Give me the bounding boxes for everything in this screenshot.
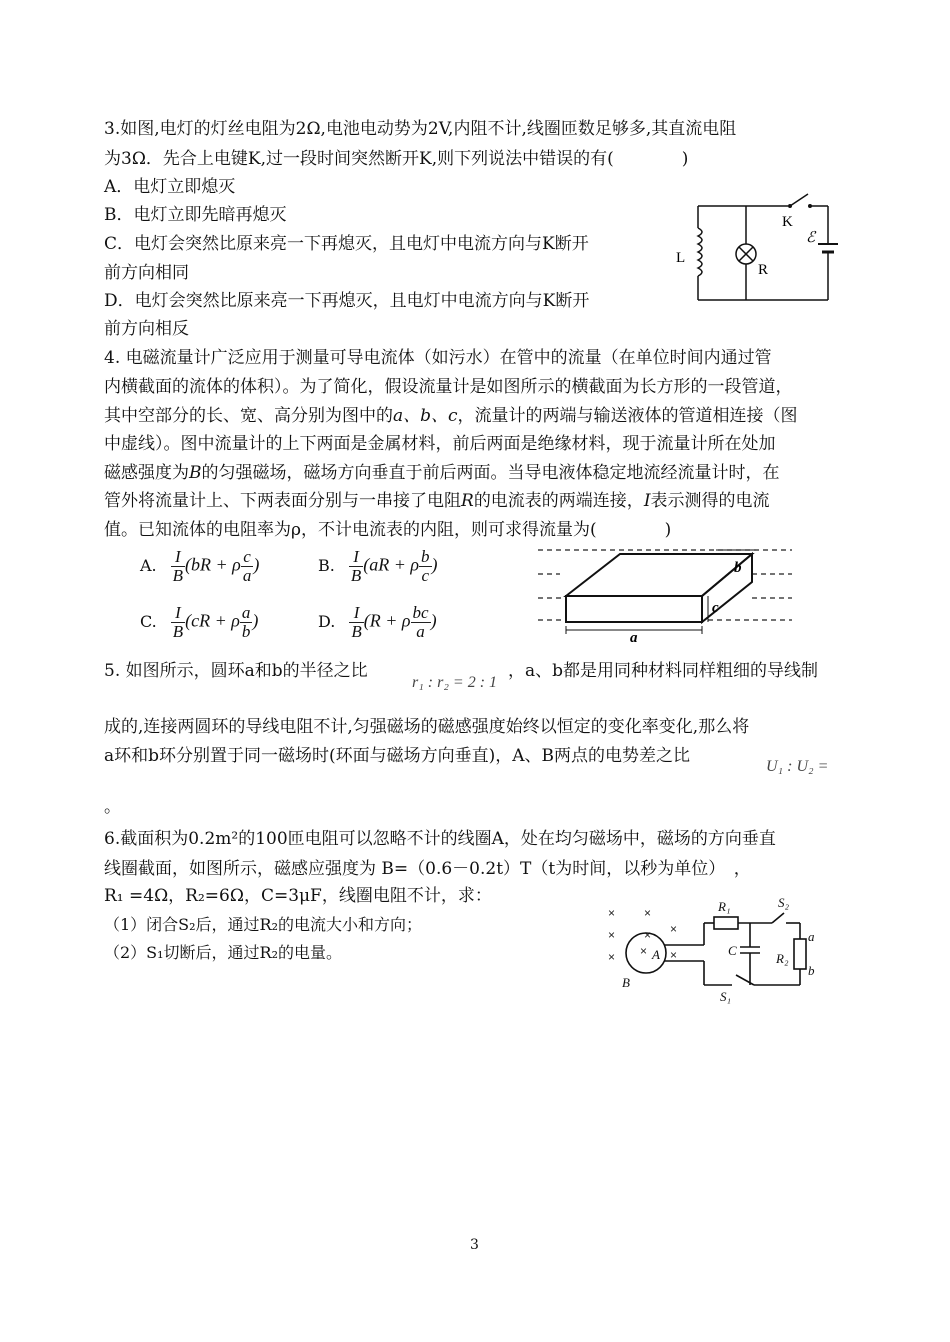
q3-option-d-line1: D．电灯会突然比原来亮一下再熄灭，且电灯中电流方向与K断开 xyxy=(104,291,590,311)
q3-option-d-line2: 前方向相反 xyxy=(104,319,189,339)
q6-label-r2: R₂ xyxy=(776,951,789,966)
q5-radius-ratio: r₁ : r₂ = 2 : 1 xyxy=(412,674,498,691)
q3-label-R: R xyxy=(758,262,769,278)
q3-label-emf: ℰ xyxy=(806,230,816,246)
q6-label-B: B xyxy=(622,975,630,990)
q4-option-d: D. $\frac{I}{B}$ (R + ρ $\frac{bc}{a}$ ) xyxy=(318,603,437,641)
q6-stem-line2: 线圈截面，如图所示，磁感应强度为 B=（0.6－0.2t）T（t为时间，以秒为单位） ， xyxy=(104,859,751,879)
q4-option-c: C. $\frac{I}{B}$ (cR + ρ $\frac{a}{b}$ ) xyxy=(140,603,259,641)
q3-stem-line2: 为3Ω．先合上电键K,过一段时间突然断开K,则下列说法中错误的有( ) xyxy=(104,149,689,169)
q3-option-c-line1: C．电灯会突然比原来亮一下再熄灭，且电灯中电流方向与K断开 xyxy=(104,234,589,254)
svg-text:×: × xyxy=(608,906,616,920)
q3-label-K: K xyxy=(782,214,793,230)
q6-stem-line3: R₁ =4Ω，R₂=6Ω，C=3μF，线圈电阻不计，求： xyxy=(104,886,492,906)
q6-subquestion-2: （2）S₁切断后，通过R₂的电量。 xyxy=(104,943,343,962)
q6-label-s1: S₁ xyxy=(720,989,732,1004)
q4-flowmeter-diagram xyxy=(530,540,800,645)
q6-label-s2: S₂ xyxy=(778,895,790,910)
q5-stem-line1a: 5. 如图所示，圆环a和b的半径之比 xyxy=(104,661,368,681)
q3-label-L: L xyxy=(676,250,686,266)
svg-text:×: × xyxy=(608,928,616,942)
svg-text:×: × xyxy=(644,928,652,942)
q4-label-c: c xyxy=(712,600,719,616)
q4-label-a: a xyxy=(630,630,638,645)
q6-label-c: C xyxy=(728,943,737,958)
page-number: 3 xyxy=(470,1237,479,1253)
q5-answer-blank: 。 xyxy=(104,797,121,817)
q4-stem-line7: 值。已知流体的电阻率为ρ，不计电流表的内阻，则可求得流量为( ) xyxy=(104,520,672,540)
q4-stem-line1: 4. 电磁流量计广泛应用于测量可导电流体（如污水）在管中的流量（在单位时间内通过管 xyxy=(104,348,772,368)
q4-stem-line5: 磁感强度为B的匀强磁场，磁场方向垂直于前后两面。当导电液体稳定地流经流量计时，在 xyxy=(104,463,780,483)
q5-stem-line3: a环和b环分别置于同一磁场时(环面与磁场方向垂直)，A、B两点的电势差之比 xyxy=(104,746,691,766)
q5-stem-line1b: ，a、b都是用同种材料同样粗细的导线制 xyxy=(508,661,819,681)
q5-voltage-ratio: U₁ : U₂ = xyxy=(766,758,829,775)
q4-stem-line4: 中虚线）。图中流量计的上下两面是金属材料，前后两面是绝缘材料，现于流量计所在处加 xyxy=(104,434,776,454)
q3-option-a: A．电灯立即熄灭 xyxy=(104,177,236,197)
q6-subquestion-1: （1）闭合S₂后，通过R₂的电流大小和方向； xyxy=(104,915,423,934)
q3-circuit-diagram xyxy=(670,180,850,310)
svg-text:×: × xyxy=(640,944,648,958)
q6-stem-line1: 6.截面积为0.2m²的100匝电阻可以忽略不计的线圈A，处在均匀磁场中，磁场的方向垂直 xyxy=(104,829,776,849)
svg-text:×: × xyxy=(670,948,678,962)
svg-text:×: × xyxy=(608,950,616,964)
q4-label-b: b xyxy=(734,560,742,576)
svg-text:×: × xyxy=(670,922,678,936)
q4-option-b: B. $\frac{I}{B}$ (aR + ρ $\frac{b}{c}$ ) xyxy=(318,547,438,585)
q6-circuit-diagram xyxy=(604,895,824,1005)
q3-option-c-line2: 前方向相同 xyxy=(104,263,189,283)
q6-label-r1: R₁ xyxy=(718,899,731,914)
q4-stem-line2: 内横截面的流体的体积）。为了简化，假设流量计是如图所示的横截面为长方形的一段管道， xyxy=(104,377,793,397)
q6-label-A: A xyxy=(652,947,660,962)
q4-stem-line3: 其中空部分的长、宽、高分别为图中的a、b、c，流量计的两端与输送液体的管道相连接（图 xyxy=(104,406,798,426)
svg-text:×: × xyxy=(644,906,652,920)
q4-stem-line6: 管外将流量计上、下两表面分别与一串接了电阻R的电流表的两端连接，I表示测得的电流 xyxy=(104,491,770,511)
q3-stem-line1: 3.如图,电灯的灯丝电阻为2Ω,电池电动势为2V,内阻不计,线圈匝数足够多,其直流电阻 xyxy=(104,119,737,139)
q6-label-a: a xyxy=(808,929,815,944)
q6-label-b: b xyxy=(808,963,815,978)
q5-stem-line2: 成的,连接两圆环的导线电阻不计,匀强磁场的磁感强度始终以恒定的变化率变化,那么将 xyxy=(104,717,750,737)
q3-option-b: B．电灯立即先暗再熄灭 xyxy=(104,205,287,225)
q4-option-a: A. $\frac{I}{B}$ (bR + ρ $\frac{c}{a}$ ) xyxy=(140,547,260,585)
